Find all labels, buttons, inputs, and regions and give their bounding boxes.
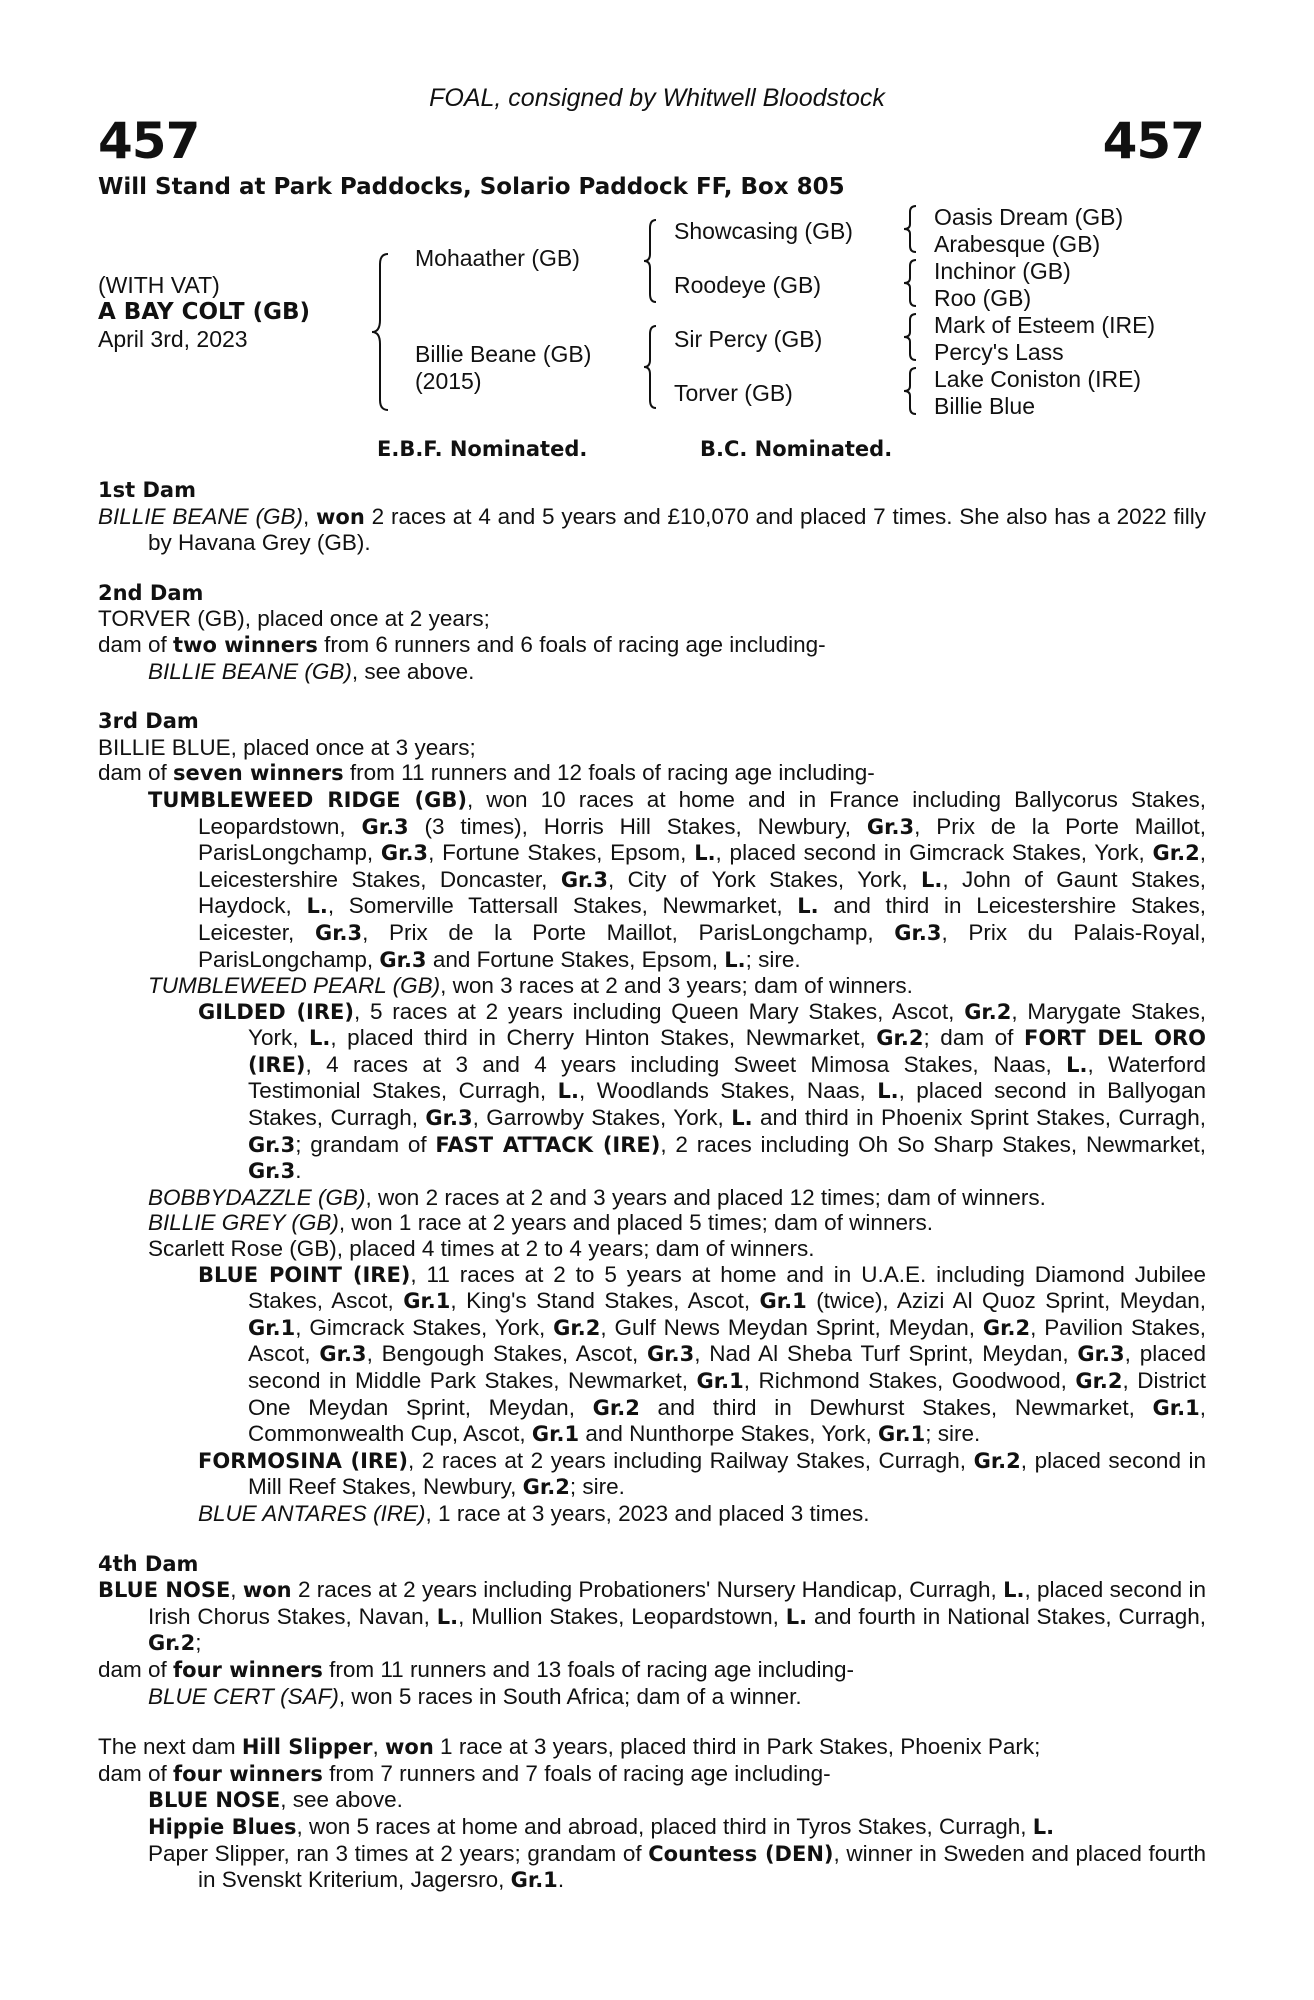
produce-name: BILLIE BEANE (GB) xyxy=(148,658,352,684)
next-dam-paragraph: The next dam Hill Slipper, won 1 race at 3 years, placed third in Park Stakes, Phoenix Park; xyxy=(98,1734,1041,1760)
bc-nominated: B.C. Nominated. xyxy=(700,437,893,461)
ancestor-3: Inchinor (GB) xyxy=(934,258,1071,284)
produce-name: Hippie Blues xyxy=(148,1814,297,1839)
produce-entry-formosina: FORMOSINA (IRE), 2 races at 2 years including Railway Stakes, Curragh, Gr.2, placed second in Mill Reef Stakes, Newbury, Gr.2; sire. xyxy=(198,1447,1206,1500)
fourth-dam-heading: 4th Dam xyxy=(98,1551,199,1576)
first-dam-record: 2 races at 4 and 5 years and £10,070 and placed 7 times. She also has a 2022 filly by Havana Grey (GB). xyxy=(148,503,1207,556)
third-dam-line: BILLIE BLUE, placed once at 3 years; xyxy=(98,734,476,760)
produce-name: BLUE CERT (SAF) xyxy=(148,1683,339,1709)
ancestor-1: Oasis Dream (GB) xyxy=(934,204,1124,230)
pedigree-brace-sire xyxy=(640,218,660,304)
produce-entry-tumbleweed-pearl: TUMBLEWEED PEARL (GB), won 3 races at 2 and 3 years; dam of winners. xyxy=(148,973,913,999)
second-dam-produce-line xyxy=(98,632,1206,659)
ebf-nominated: E.B.F. Nominated. xyxy=(377,437,588,461)
produce-entry-hippie-blues: Hippie Blues, won 5 races at home and abroad, placed third in Tyros Stakes, Curragh, L. xyxy=(148,1813,1055,1839)
runners-text: from 6 runners and 6 foals of racing age including- xyxy=(317,631,826,657)
second-dam-line: TORVER (GB), placed once at 2 years; xyxy=(98,606,490,632)
produce-entry-blue-nose: BLUE NOSE, see above. xyxy=(148,1787,403,1813)
ancestor-8: Billie Blue xyxy=(934,393,1035,419)
sire-sire-name: Showcasing (GB) xyxy=(674,218,853,244)
stabling-line: Will Stand at Park Paddocks, Solario Paddock FF, Box 805 xyxy=(98,174,845,200)
horse-name: A BAY COLT (GB) xyxy=(98,299,311,325)
third-dam-heading: 3rd Dam xyxy=(98,709,199,734)
ancestor-6: Percy's Lass xyxy=(934,339,1064,365)
ancestor-7: Lake Coniston (IRE) xyxy=(934,366,1142,392)
second-dam-produce-entry xyxy=(98,659,1206,685)
winners-count: two winners xyxy=(173,632,318,657)
dam-name: Billie Beane (GB) xyxy=(415,341,592,367)
first-dam-paragraph: BILLIE BEANE (GB), won 2 races at 4 and 5 years and £10,070 and placed 7 times. She also has a 2022 filly by Havana Grey (GB). xyxy=(98,503,1207,556)
first-dam-name: BILLIE BEANE (GB) xyxy=(98,503,303,529)
sire-name: Mohaather (GB) xyxy=(415,245,580,271)
sire-dam-name: Roodeye (GB) xyxy=(674,272,822,298)
produce-name: BILLIE GREY (GB) xyxy=(148,1210,339,1236)
pedigree-brace-g4 xyxy=(900,366,920,416)
second-dam-heading: 2nd Dam xyxy=(98,580,204,605)
produce-entry-paper-slipper: Paper Slipper, ran 3 times at 2 years; grandam of Countess (DEN), winner in Sweden and placed fourth in Svenskt Kriterium, Jagersro, Gr.1. xyxy=(148,1840,1206,1893)
produce-name: BLUE POINT (IRE) xyxy=(198,1262,411,1287)
produce-name: BLUE ANTARES (IRE) xyxy=(198,1500,426,1526)
produce-entry-gilded: GILDED (IRE), 5 races at 2 years including Queen Mary Stakes, Ascot, Gr.2, Marygate Stakes, York, L., placed third in Cherry Hinton Stakes, Newmarket, Gr.2; dam of FORT DEL ORO (IRE), 4 races at 3 and 4 years including Sweet Mimosa Stakes, Naas, L., Waterford Testimonial Stakes, Curragh, L., Woodlands Stakes, Naas, L., placed second in Ballyogan Stakes, Curragh, Gr.3, Garrowby Stakes, York, L. and third in Phoenix Sprint Stakes, Curragh, Gr.3; grandam of FAST ATTACK (IRE), 2 races including Oh So Sharp Stakes, Newmarket, Gr.3. xyxy=(198,998,1207,1184)
pedigree-brace-main xyxy=(368,252,392,412)
first-dam-heading: 1st Dam xyxy=(98,478,196,502)
pedigree-brace-dam xyxy=(640,324,660,410)
lot-number-left: 457 xyxy=(98,112,200,170)
fourth-dam-name: BLUE NOSE xyxy=(98,1578,231,1603)
ancestor-4: Roo (GB) xyxy=(934,285,1032,311)
dam-dam-name: Torver (GB) xyxy=(674,380,793,406)
ancestor-2: Arabesque (GB) xyxy=(934,231,1101,257)
lot-number-right: 457 xyxy=(1102,112,1204,170)
fourth-dam-produce-line: dam of four winners from 11 runners and 13 foals of racing age including- xyxy=(98,1656,854,1682)
pedigree-brace-g1 xyxy=(900,204,920,254)
ancestor-5: Mark of Esteem (IRE) xyxy=(934,312,1156,338)
produce-name: BLUE NOSE xyxy=(148,1788,281,1813)
produce-entry-blue-cert: BLUE CERT (SAF), won 5 races in South Africa; dam of a winner. xyxy=(148,1683,802,1709)
foaling-date: April 3rd, 2023 xyxy=(98,326,248,352)
produce-entry-bobbydazzle: BOBBYDAZZLE (GB), won 2 races at 2 and 3 years and placed 12 times; dam of winners. xyxy=(148,1184,1046,1210)
runners-text: from 11 runners and 12 foals of racing age including- xyxy=(343,760,875,786)
next-dam-produce-line: dam of four winners from 7 runners and 7 foals of racing age including- xyxy=(98,1760,831,1786)
produce-name: BOBBYDAZZLE (GB) xyxy=(148,1184,366,1210)
produce-record xyxy=(98,478,1206,1894)
produce-entry-blue-point: BLUE POINT (IRE), 11 races at 2 to 5 years at home and in U.A.E. including Diamond Jubilee Stakes, Ascot, Gr.1, King's Stand Stakes, Ascot, Gr.1 (twice), Azizi Al Quoz Sprint, Meydan, Gr.1, Gimcrack Stakes, York, Gr.2, Gulf News Meydan Sprint, Meydan, Gr.2, Pavilion Stakes, Ascot, Gr.3, Bengough Stakes, Ascot, Gr.3, Nad Al Sheba Turf Sprint, Meydan, Gr.3, placed second in Middle Park Stakes, Newmarket, Gr.1, Richmond Stakes, Goodwood, Gr.2, District One Meydan Sprint, Meydan, Gr.2 and third in Dewhurst Stakes, Newmarket, Gr.1, Commonwealth Cup, Ascot, Gr.1 and Nunthorpe Stakes, York, Gr.1; sire. xyxy=(198,1261,1207,1447)
fourth-dam-paragraph: BLUE NOSE, won 2 races at 2 years including Probationers' Nursery Handicap, Curragh, L., placed second in Irish Chorus Stakes, Navan, L., Mullion Stakes, Leopardstown, L. and fourth in National Stakes, Curragh, Gr.2; xyxy=(98,1577,1206,1656)
produce-name: TUMBLEWEED PEARL (GB) xyxy=(148,973,441,999)
pedigree-brace-g3 xyxy=(900,312,920,362)
won-label: won xyxy=(316,504,365,529)
produce-entry-billie-grey: BILLIE GREY (GB), won 1 race at 2 years and placed 5 times; dam of winners. xyxy=(148,1210,933,1236)
produce-name: GILDED (IRE) xyxy=(198,999,354,1024)
produce-entry-tumbleweed-ridge: TUMBLEWEED RIDGE (GB), won 10 races at home and in France including Ballycorus Stakes, Leopardstown, Gr.3 (3 times), Horris Hill Stakes, Newbury, Gr.3, Prix de la Porte Maillot, ParisLongchamp, Gr.3, Fortune Stakes, Epsom, L., placed second in Gimcrack Stakes, York, Gr.2, Leicestershire Stakes, Doncaster, Gr.3, City of York Stakes, York, L., John of Gaunt Stakes, Haydock, L., Somerville Tattersall Stakes, Newmarket, L. and third in Leicestershire Stakes, Leicester, Gr.3, Prix de la Porte Maillot, ParisLongchamp, Gr.3, Prix du Palais-Royal, ParisLongchamp, Gr.3 and Fortune Stakes, Epsom, L.; sire. xyxy=(148,786,1207,972)
produce-name: FORMOSINA (IRE) xyxy=(198,1448,408,1473)
dam-of-label: dam of xyxy=(98,631,174,657)
consignor-line: FOAL, consigned by Whitwell Bloodstock xyxy=(429,84,885,112)
produce-entry-blue-antares: BLUE ANTARES (IRE), 1 race at 3 years, 2023 and placed 3 times. xyxy=(198,1500,870,1526)
pedigree-brace-g2 xyxy=(900,258,920,308)
dam-sire-name: Sir Percy (GB) xyxy=(674,326,823,352)
winners-count: seven winners xyxy=(173,761,344,786)
dam-year: (2015) xyxy=(415,368,482,394)
dam-of-label: dam of xyxy=(98,760,174,786)
produce-note: , see above. xyxy=(351,658,475,684)
next-dam-name: Hill Slipper xyxy=(241,1735,373,1760)
vat-note: (WITH VAT) xyxy=(98,272,220,298)
produce-name: TUMBLEWEED RIDGE (GB) xyxy=(148,787,467,812)
third-dam-produce-line xyxy=(98,760,1206,787)
produce-entry-scarlett-rose: Scarlett Rose (GB), placed 4 times at 2 to 4 years; dam of winners. xyxy=(148,1236,815,1262)
